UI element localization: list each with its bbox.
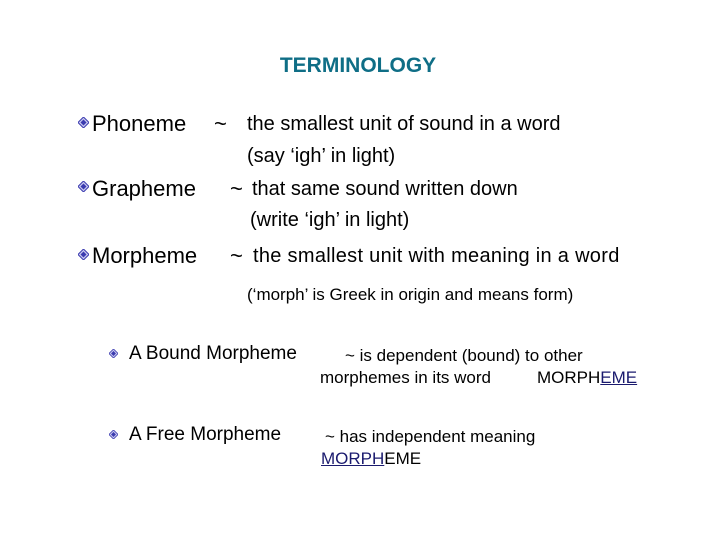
term-bound-morpheme: A Bound Morpheme	[129, 343, 297, 364]
diamond-bullet-icon	[78, 249, 89, 260]
example-grapheme: (write ‘igh’ in light)	[250, 209, 410, 231]
page-title: TERMINOLOGY	[279, 54, 437, 77]
definition-bound-morpheme: ~ is dependent (bound) to other	[345, 346, 583, 365]
example-underlined: EME	[600, 368, 638, 387]
definition-grapheme: that same sound written down	[252, 178, 518, 200]
example-underlined: MORPH	[321, 449, 385, 468]
diamond-bullet-icon	[78, 181, 89, 192]
term-phoneme: Phoneme	[92, 111, 187, 136]
term-grapheme: Grapheme	[92, 176, 196, 201]
example-free-morpheme	[321, 449, 421, 469]
diamond-bullet-icon	[109, 430, 118, 439]
definition-free-morpheme: ~ has independent meaning	[325, 427, 536, 446]
term-morpheme: Morpheme	[92, 243, 198, 268]
continuation-bound-morpheme: morphemes in its word	[320, 368, 492, 387]
term-free-morpheme: A Free Morpheme	[129, 424, 282, 445]
example-morpheme: (‘morph’ is Greek in origin and means form)	[247, 285, 574, 304]
definition-phoneme: the smallest unit of sound in a word	[247, 113, 561, 135]
diamond-bullet-icon	[109, 349, 118, 358]
separator-tilde: ~	[230, 176, 243, 201]
example-phoneme: (say ‘igh’ in light)	[247, 145, 396, 167]
example-plain: EME	[384, 449, 422, 468]
separator-tilde: ~	[230, 243, 243, 268]
definition-morpheme: the smallest unit with meaning in a word	[253, 245, 620, 267]
example-bound-morpheme	[537, 368, 637, 388]
separator-tilde: ~	[214, 111, 227, 136]
example-plain: MORPH	[537, 368, 601, 387]
diamond-bullet-icon	[78, 117, 89, 128]
